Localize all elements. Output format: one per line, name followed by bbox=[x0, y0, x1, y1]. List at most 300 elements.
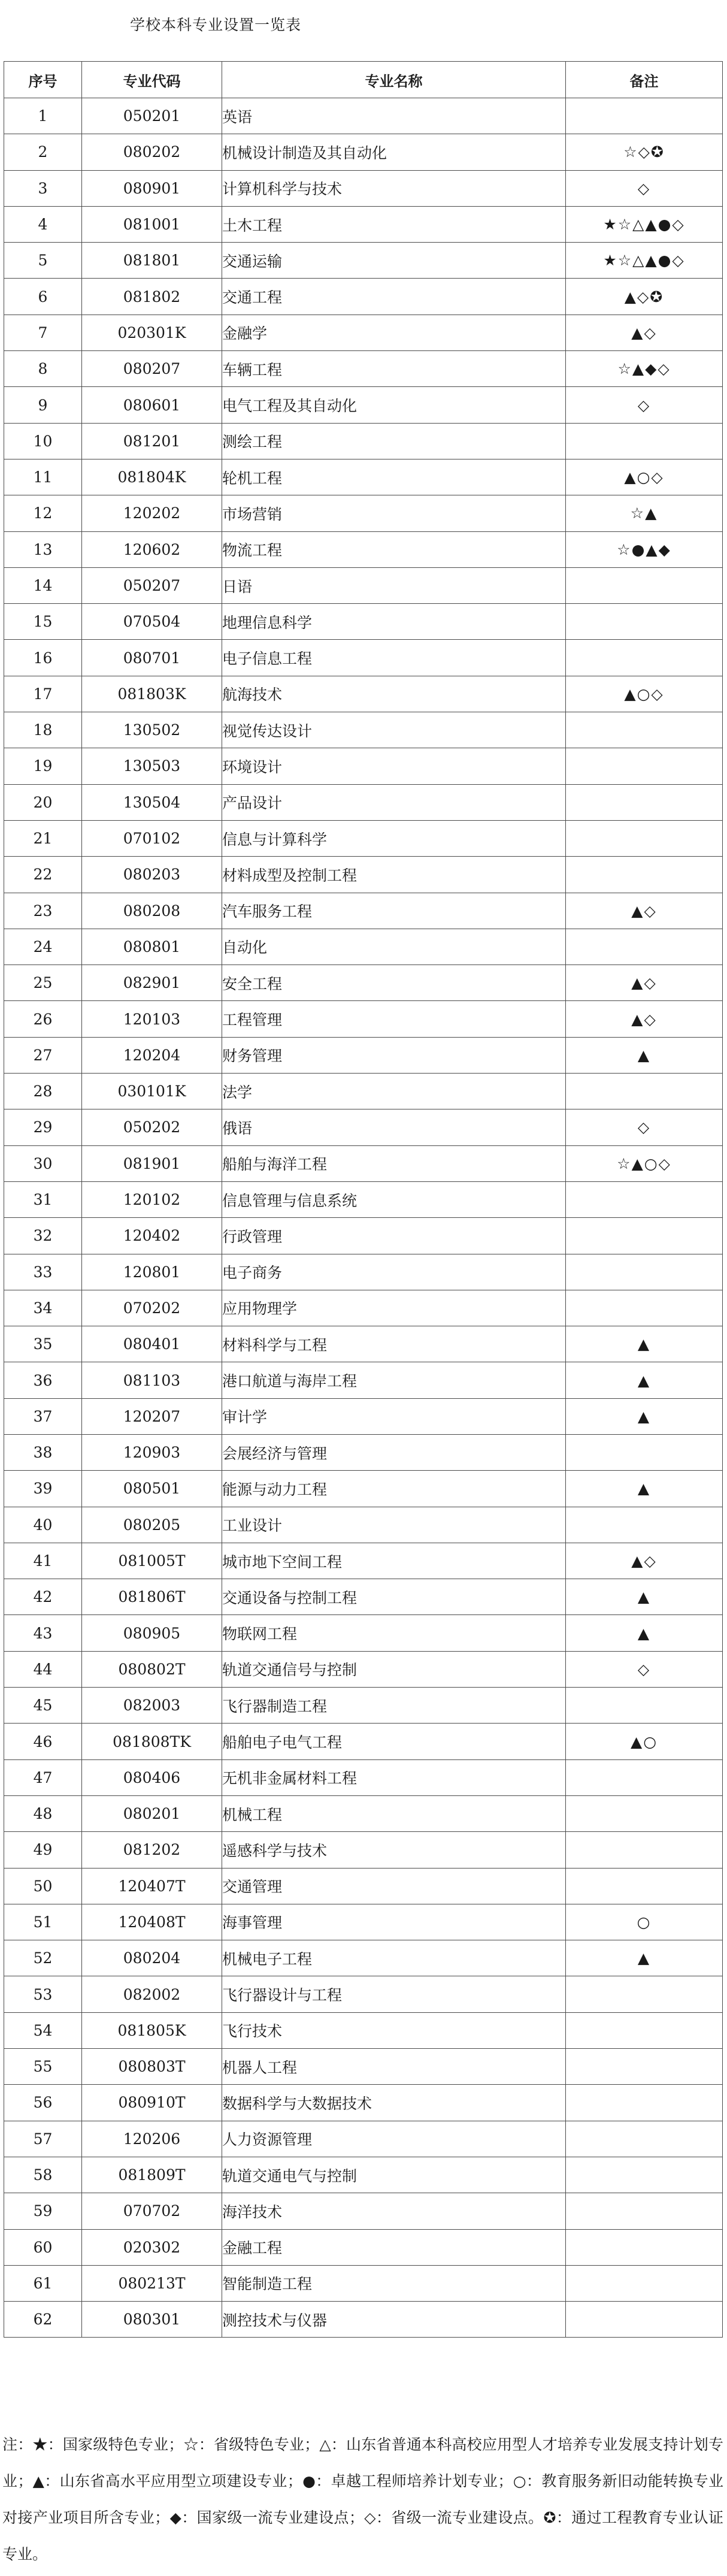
major-note bbox=[566, 1832, 723, 1868]
row-number: 52 bbox=[4, 1940, 82, 1976]
table-row bbox=[4, 640, 723, 676]
major-code: 082003 bbox=[82, 1688, 222, 1724]
major-code: 080401 bbox=[82, 1326, 222, 1362]
major-name: 材料成型及控制工程 bbox=[222, 857, 566, 893]
major-note: ☆▲ bbox=[566, 495, 723, 531]
major-name: 航海技术 bbox=[222, 676, 566, 712]
table-row bbox=[4, 567, 723, 603]
major-name: 视觉传达设计 bbox=[222, 712, 566, 748]
table-row bbox=[4, 2193, 723, 2229]
row-number: 62 bbox=[4, 2302, 82, 2338]
row-number: 20 bbox=[4, 784, 82, 820]
table-row bbox=[4, 748, 723, 784]
row-number: 24 bbox=[4, 929, 82, 965]
table-row bbox=[4, 1290, 723, 1326]
major-note bbox=[566, 784, 723, 820]
row-number: 59 bbox=[4, 2193, 82, 2229]
major-code: 070102 bbox=[82, 820, 222, 856]
row-number: 32 bbox=[4, 1218, 82, 1254]
major-code: 081808TK bbox=[82, 1724, 222, 1759]
major-name: 能源与动力工程 bbox=[222, 1471, 566, 1507]
table-row bbox=[4, 2302, 723, 2338]
table-row bbox=[4, 604, 723, 640]
table-row bbox=[4, 784, 723, 820]
major-name: 飞行器设计与工程 bbox=[222, 1976, 566, 2012]
table-row bbox=[4, 1471, 723, 1507]
major-code: 120204 bbox=[82, 1037, 222, 1073]
major-code: 081806T bbox=[82, 1579, 222, 1615]
table-row bbox=[4, 170, 723, 206]
row-number: 18 bbox=[4, 712, 82, 748]
row-number: 2 bbox=[4, 134, 82, 170]
table-row bbox=[4, 676, 723, 712]
major-code: 080202 bbox=[82, 134, 222, 170]
major-note bbox=[566, 857, 723, 893]
major-code: 070202 bbox=[82, 1290, 222, 1326]
table-row bbox=[4, 1759, 723, 1795]
major-note: ▲◇ bbox=[566, 315, 723, 350]
row-number: 30 bbox=[4, 1145, 82, 1181]
major-name: 机器人工程 bbox=[222, 2049, 566, 2085]
major-code: 050201 bbox=[82, 98, 222, 134]
header-note: 备注 bbox=[566, 62, 723, 98]
major-code: 080201 bbox=[82, 1795, 222, 1831]
major-note bbox=[566, 2121, 723, 2157]
major-name: 机械设计制造及其自动化 bbox=[222, 134, 566, 170]
major-name: 船舶与海洋工程 bbox=[222, 1145, 566, 1181]
major-code: 080207 bbox=[82, 351, 222, 387]
major-note bbox=[566, 1688, 723, 1724]
row-number: 34 bbox=[4, 1290, 82, 1326]
major-note bbox=[566, 712, 723, 748]
row-number: 37 bbox=[4, 1398, 82, 1434]
header-code: 专业代码 bbox=[82, 62, 222, 98]
major-code: 070504 bbox=[82, 604, 222, 640]
major-code: 080901 bbox=[82, 170, 222, 206]
table-row bbox=[4, 531, 723, 567]
table-row bbox=[4, 2157, 723, 2193]
row-number: 50 bbox=[4, 1868, 82, 1904]
major-code: 080213T bbox=[82, 2265, 222, 2301]
row-number: 4 bbox=[4, 206, 82, 242]
major-code: 050207 bbox=[82, 567, 222, 603]
major-note bbox=[566, 748, 723, 784]
major-name: 审计学 bbox=[222, 1398, 566, 1434]
table-row bbox=[4, 1795, 723, 1831]
major-name: 财务管理 bbox=[222, 1037, 566, 1073]
row-number: 8 bbox=[4, 351, 82, 387]
table-body bbox=[4, 98, 723, 2338]
major-name: 法学 bbox=[222, 1074, 566, 1109]
major-note bbox=[566, 2302, 723, 2338]
table-row bbox=[4, 351, 723, 387]
table-row bbox=[4, 1001, 723, 1037]
row-number: 22 bbox=[4, 857, 82, 893]
table-row bbox=[4, 1976, 723, 2012]
legend-footnote: 注：★：国家级特色专业；☆：省级特色专业；△：山东省普通本科高校应用型人才培养专业发展支持计划专业；▲：山东省高水平应用型立项建设专业；●：卓越工程师培养计划专业；○：教育服务新旧动能转换专业对接产业项目所含专业；◆：国家级一流专业建设点；◇：省级一流专业建设点。✪：通过工程教育专业认证专业。 bbox=[2, 2436, 723, 2563]
row-number: 12 bbox=[4, 495, 82, 531]
major-code: 081803K bbox=[82, 676, 222, 712]
table-row bbox=[4, 243, 723, 279]
major-code: 081809T bbox=[82, 2157, 222, 2193]
row-number: 45 bbox=[4, 1688, 82, 1724]
major-note: ▲◇ bbox=[566, 1543, 723, 1579]
major-note bbox=[566, 2193, 723, 2229]
row-number: 61 bbox=[4, 2265, 82, 2301]
major-note bbox=[566, 1868, 723, 1904]
table-row bbox=[4, 279, 723, 315]
major-name: 遥感科学与技术 bbox=[222, 1832, 566, 1868]
major-name: 人力资源管理 bbox=[222, 2121, 566, 2157]
row-number: 11 bbox=[4, 459, 82, 495]
major-name: 机械工程 bbox=[222, 1795, 566, 1831]
major-name: 英语 bbox=[222, 98, 566, 134]
major-code: 080208 bbox=[82, 893, 222, 929]
major-code: 080701 bbox=[82, 640, 222, 676]
major-name: 金融工程 bbox=[222, 2229, 566, 2265]
major-name: 海事管理 bbox=[222, 1904, 566, 1940]
major-name: 飞行技术 bbox=[222, 2012, 566, 2048]
table-row bbox=[4, 1074, 723, 1109]
table-row bbox=[4, 206, 723, 242]
row-number: 6 bbox=[4, 279, 82, 315]
major-code: 080203 bbox=[82, 857, 222, 893]
row-number: 15 bbox=[4, 604, 82, 640]
major-note: ◇ bbox=[566, 1651, 723, 1687]
major-name: 飞行器制造工程 bbox=[222, 1688, 566, 1724]
table-row bbox=[4, 1615, 723, 1651]
major-code: 120207 bbox=[82, 1398, 222, 1434]
table-row bbox=[4, 1398, 723, 1434]
major-name: 电子信息工程 bbox=[222, 640, 566, 676]
major-code: 020302 bbox=[82, 2229, 222, 2265]
major-note: ▲○◇ bbox=[566, 676, 723, 712]
major-note: ☆▲○◇ bbox=[566, 1145, 723, 1181]
table-header-row bbox=[4, 62, 723, 98]
major-code: 081801 bbox=[82, 243, 222, 279]
major-code: 120206 bbox=[82, 2121, 222, 2157]
table-row bbox=[4, 2085, 723, 2121]
table-row bbox=[4, 495, 723, 531]
major-name: 智能制造工程 bbox=[222, 2265, 566, 2301]
row-number: 10 bbox=[4, 423, 82, 459]
major-note: ▲ bbox=[566, 1398, 723, 1434]
major-code: 081201 bbox=[82, 423, 222, 459]
major-name: 工业设计 bbox=[222, 1507, 566, 1543]
major-code: 080406 bbox=[82, 1759, 222, 1795]
major-name: 日语 bbox=[222, 567, 566, 603]
major-name: 车辆工程 bbox=[222, 351, 566, 387]
major-note: ▲◇ bbox=[566, 893, 723, 929]
row-number: 53 bbox=[4, 1976, 82, 2012]
major-name: 汽车服务工程 bbox=[222, 893, 566, 929]
table-row bbox=[4, 1507, 723, 1543]
row-number: 42 bbox=[4, 1579, 82, 1615]
major-code: 080601 bbox=[82, 387, 222, 423]
major-name: 交通管理 bbox=[222, 1868, 566, 1904]
major-code: 081005T bbox=[82, 1543, 222, 1579]
major-code: 050202 bbox=[82, 1109, 222, 1145]
major-code: 120801 bbox=[82, 1254, 222, 1290]
major-name: 测绘工程 bbox=[222, 423, 566, 459]
row-number: 39 bbox=[4, 1471, 82, 1507]
major-code: 082002 bbox=[82, 1976, 222, 2012]
row-number: 44 bbox=[4, 1651, 82, 1687]
major-code: 080910T bbox=[82, 2085, 222, 2121]
row-number: 23 bbox=[4, 893, 82, 929]
major-name: 地理信息科学 bbox=[222, 604, 566, 640]
row-number: 40 bbox=[4, 1507, 82, 1543]
table-row bbox=[4, 1868, 723, 1904]
major-name: 交通工程 bbox=[222, 279, 566, 315]
major-note bbox=[566, 1181, 723, 1217]
major-code: 080801 bbox=[82, 929, 222, 965]
table-row bbox=[4, 1362, 723, 1398]
table-row bbox=[4, 2049, 723, 2085]
major-code: 081805K bbox=[82, 2012, 222, 2048]
major-code: 081202 bbox=[82, 1832, 222, 1868]
major-note bbox=[566, 1759, 723, 1795]
table-row bbox=[4, 1181, 723, 1217]
major-name: 工程管理 bbox=[222, 1001, 566, 1037]
major-name: 会展经济与管理 bbox=[222, 1434, 566, 1470]
major-name: 城市地下空间工程 bbox=[222, 1543, 566, 1579]
table-row bbox=[4, 1543, 723, 1579]
major-note bbox=[566, 1254, 723, 1290]
major-code: 130502 bbox=[82, 712, 222, 748]
row-number: 28 bbox=[4, 1074, 82, 1109]
row-number: 16 bbox=[4, 640, 82, 676]
row-number: 38 bbox=[4, 1434, 82, 1470]
table-row bbox=[4, 1832, 723, 1868]
major-name: 轨道交通电气与控制 bbox=[222, 2157, 566, 2193]
major-note bbox=[566, 2049, 723, 2085]
row-number: 60 bbox=[4, 2229, 82, 2265]
row-number: 41 bbox=[4, 1543, 82, 1579]
table-row bbox=[4, 1940, 723, 1976]
major-name: 信息管理与信息系统 bbox=[222, 1181, 566, 1217]
major-note bbox=[566, 640, 723, 676]
row-number: 57 bbox=[4, 2121, 82, 2157]
major-note bbox=[566, 1074, 723, 1109]
row-number: 55 bbox=[4, 2049, 82, 2085]
major-name: 交通设备与控制工程 bbox=[222, 1579, 566, 1615]
table-row bbox=[4, 893, 723, 929]
major-note: ▲◇ bbox=[566, 1001, 723, 1037]
major-name: 行政管理 bbox=[222, 1218, 566, 1254]
major-code: 081001 bbox=[82, 206, 222, 242]
major-note: ★☆△▲●◇ bbox=[566, 206, 723, 242]
major-code: 020301K bbox=[82, 315, 222, 350]
major-code: 120202 bbox=[82, 495, 222, 531]
major-name: 轮机工程 bbox=[222, 459, 566, 495]
major-note: ◇ bbox=[566, 170, 723, 206]
row-number: 48 bbox=[4, 1795, 82, 1831]
row-number: 17 bbox=[4, 676, 82, 712]
major-code: 081804K bbox=[82, 459, 222, 495]
row-number: 35 bbox=[4, 1326, 82, 1362]
major-code: 080501 bbox=[82, 1471, 222, 1507]
table-row bbox=[4, 1109, 723, 1145]
major-name: 交通运输 bbox=[222, 243, 566, 279]
majors-table bbox=[4, 61, 723, 2338]
major-note bbox=[566, 98, 723, 134]
row-number: 43 bbox=[4, 1615, 82, 1651]
table-row bbox=[4, 387, 723, 423]
major-note bbox=[566, 2157, 723, 2193]
major-name: 计算机科学与技术 bbox=[222, 170, 566, 206]
row-number: 29 bbox=[4, 1109, 82, 1145]
major-name: 安全工程 bbox=[222, 965, 566, 1001]
major-note: ☆◇✪ bbox=[566, 134, 723, 170]
row-number: 27 bbox=[4, 1037, 82, 1073]
row-number: 36 bbox=[4, 1362, 82, 1398]
major-note bbox=[566, 1434, 723, 1470]
major-name: 机械电子工程 bbox=[222, 1940, 566, 1976]
row-number: 47 bbox=[4, 1759, 82, 1795]
major-name: 测控技术与仪器 bbox=[222, 2302, 566, 2338]
major-code: 130503 bbox=[82, 748, 222, 784]
major-note: ▲◇ bbox=[566, 965, 723, 1001]
major-name: 船舶电子电气工程 bbox=[222, 1724, 566, 1759]
major-name: 应用物理学 bbox=[222, 1290, 566, 1326]
major-note: ◇ bbox=[566, 387, 723, 423]
major-code: 080803T bbox=[82, 2049, 222, 2085]
table-row bbox=[4, 315, 723, 350]
major-code: 081103 bbox=[82, 1362, 222, 1398]
row-number: 54 bbox=[4, 2012, 82, 2048]
major-name: 电气工程及其自动化 bbox=[222, 387, 566, 423]
major-name: 环境设计 bbox=[222, 748, 566, 784]
table-row bbox=[4, 459, 723, 495]
major-note: ▲ bbox=[566, 1579, 723, 1615]
row-number: 33 bbox=[4, 1254, 82, 1290]
major-note bbox=[566, 2265, 723, 2301]
major-code: 080905 bbox=[82, 1615, 222, 1651]
row-number: 31 bbox=[4, 1181, 82, 1217]
major-note: ▲ bbox=[566, 1326, 723, 1362]
major-name: 轨道交通信号与控制 bbox=[222, 1651, 566, 1687]
table-row bbox=[4, 1434, 723, 1470]
major-note bbox=[566, 929, 723, 965]
major-note: ▲ bbox=[566, 1940, 723, 1976]
major-name: 无机非金属材料工程 bbox=[222, 1759, 566, 1795]
table-row bbox=[4, 1904, 723, 1940]
major-code: 030101K bbox=[82, 1074, 222, 1109]
major-code: 070702 bbox=[82, 2193, 222, 2229]
row-number: 56 bbox=[4, 2085, 82, 2121]
row-number: 46 bbox=[4, 1724, 82, 1759]
table-row bbox=[4, 929, 723, 965]
header-name: 专业名称 bbox=[222, 62, 566, 98]
major-name: 市场营销 bbox=[222, 495, 566, 531]
table-row bbox=[4, 1724, 723, 1759]
major-note: ▲ bbox=[566, 1037, 723, 1073]
header-no: 序号 bbox=[4, 62, 82, 98]
major-name: 土木工程 bbox=[222, 206, 566, 242]
major-note: ○ bbox=[566, 1904, 723, 1940]
table-row bbox=[4, 98, 723, 134]
table-row bbox=[4, 1218, 723, 1254]
major-note: ★☆△▲●◇ bbox=[566, 243, 723, 279]
row-number: 51 bbox=[4, 1904, 82, 1940]
table-row bbox=[4, 423, 723, 459]
major-note bbox=[566, 1795, 723, 1831]
table-row bbox=[4, 1688, 723, 1724]
table-row bbox=[4, 1326, 723, 1362]
major-note: ☆●▲◆ bbox=[566, 531, 723, 567]
page-title: 学校本科专业设置一览表 bbox=[129, 16, 301, 34]
table-row bbox=[4, 965, 723, 1001]
major-note bbox=[566, 2229, 723, 2265]
table-row bbox=[4, 1651, 723, 1687]
major-note: ▲○◇ bbox=[566, 459, 723, 495]
major-code: 120407T bbox=[82, 1868, 222, 1904]
table-row bbox=[4, 1145, 723, 1181]
major-name: 金融学 bbox=[222, 315, 566, 350]
table-row bbox=[4, 712, 723, 748]
row-number: 13 bbox=[4, 531, 82, 567]
row-number: 14 bbox=[4, 567, 82, 603]
major-note bbox=[566, 1976, 723, 2012]
row-number: 49 bbox=[4, 1832, 82, 1868]
major-code: 120402 bbox=[82, 1218, 222, 1254]
major-code: 120102 bbox=[82, 1181, 222, 1217]
major-name: 信息与计算科学 bbox=[222, 820, 566, 856]
major-note bbox=[566, 820, 723, 856]
major-code: 120602 bbox=[82, 531, 222, 567]
major-note: ▲◇✪ bbox=[566, 279, 723, 315]
major-note: ▲ bbox=[566, 1471, 723, 1507]
table-row bbox=[4, 857, 723, 893]
major-name: 自动化 bbox=[222, 929, 566, 965]
major-note bbox=[566, 423, 723, 459]
table-row bbox=[4, 820, 723, 856]
major-note bbox=[566, 2012, 723, 2048]
row-number: 9 bbox=[4, 387, 82, 423]
row-number: 26 bbox=[4, 1001, 82, 1037]
row-number: 58 bbox=[4, 2157, 82, 2193]
major-code: 081901 bbox=[82, 1145, 222, 1181]
row-number: 7 bbox=[4, 315, 82, 350]
major-name: 物联网工程 bbox=[222, 1615, 566, 1651]
major-code: 120103 bbox=[82, 1001, 222, 1037]
major-code: 120903 bbox=[82, 1434, 222, 1470]
major-code: 080802T bbox=[82, 1651, 222, 1687]
major-name: 海洋技术 bbox=[222, 2193, 566, 2229]
major-note bbox=[566, 1218, 723, 1254]
table-row bbox=[4, 2265, 723, 2301]
major-code: 080205 bbox=[82, 1507, 222, 1543]
major-name: 俄语 bbox=[222, 1109, 566, 1145]
major-note bbox=[566, 2085, 723, 2121]
table-row bbox=[4, 1579, 723, 1615]
major-note: ◇ bbox=[566, 1109, 723, 1145]
table-row bbox=[4, 1254, 723, 1290]
table-row bbox=[4, 2012, 723, 2048]
major-name: 物流工程 bbox=[222, 531, 566, 567]
table-row bbox=[4, 2121, 723, 2157]
major-note bbox=[566, 567, 723, 603]
table-row bbox=[4, 1037, 723, 1073]
row-number: 5 bbox=[4, 243, 82, 279]
major-note: ▲ bbox=[566, 1362, 723, 1398]
major-name: 电子商务 bbox=[222, 1254, 566, 1290]
row-number: 1 bbox=[4, 98, 82, 134]
major-name: 数据科学与大数据技术 bbox=[222, 2085, 566, 2121]
row-number: 19 bbox=[4, 748, 82, 784]
row-number: 3 bbox=[4, 170, 82, 206]
